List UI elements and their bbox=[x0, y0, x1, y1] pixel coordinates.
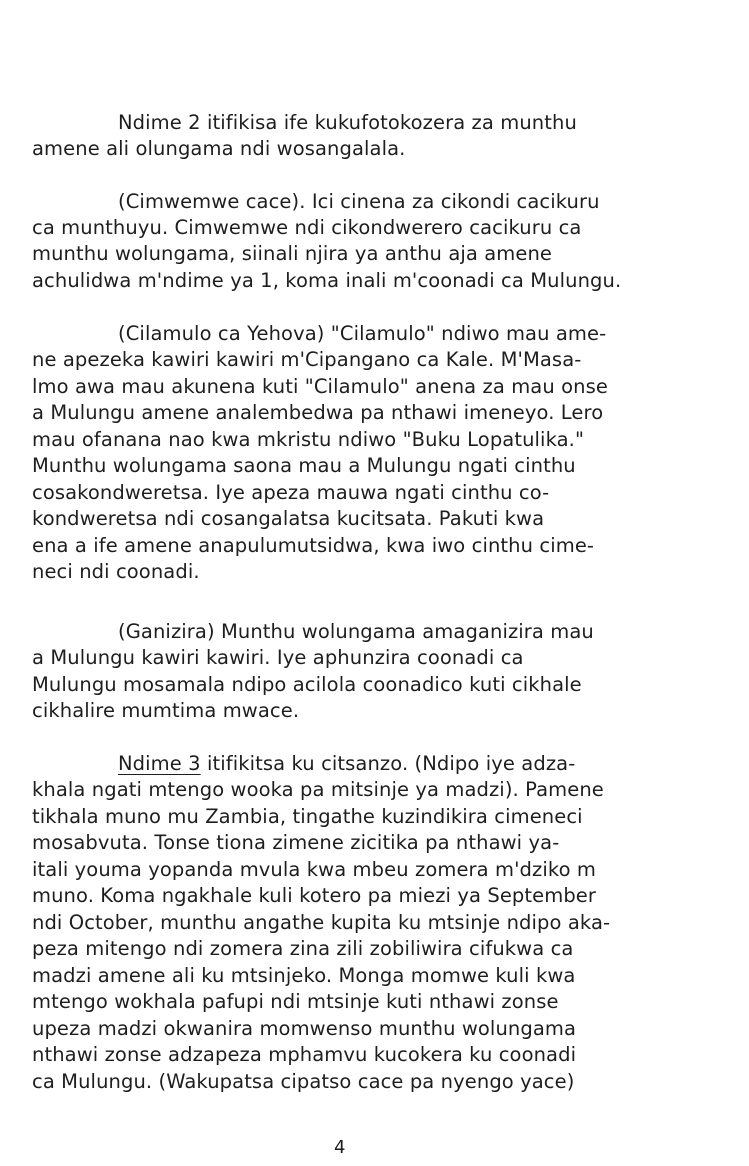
p5-line-13: ca Mulungu. (Wakupatsa cipatso cace pa nyengo yace) bbox=[32, 1070, 575, 1093]
ndime-3-label: Ndime 3 bbox=[118, 752, 201, 775]
p1-line-1: Ndime 2 itifikisa ife kukufotokozera za munthu bbox=[118, 111, 577, 134]
p5-line-10: mtengo wokhala pafupi ndi mtsinje kuti nthawi zonse bbox=[32, 990, 559, 1013]
p4-line-1: (Ganizira) Munthu wolungama amaganizira mau bbox=[118, 620, 594, 643]
p4-line-2: a Mulungu kawiri kawiri. Iye aphunzira coonadi ca bbox=[32, 646, 524, 669]
p3-line-1: (Cilamulo ca Yehova) "Cilamulo" ndiwo mau ame- bbox=[118, 322, 607, 345]
p5-line-4: mosabvuta. Tonse tiona zimene zicitika pa nthawi ya- bbox=[32, 831, 560, 854]
p3-line-8: kondweretsa ndi cosangalatsa kucitsata. Pakuti kwa bbox=[32, 507, 545, 530]
p5-line-1-rest: itifikitsa ku citsanzo. (Ndipo iye adza- bbox=[200, 752, 576, 775]
p2-line-1: (Cimwemwe cace). Ici cinena za cikondi cacikuru bbox=[118, 190, 600, 213]
p4-line-4: cikhalire mumtima mwace. bbox=[32, 699, 300, 722]
p5-line-11: upeza madzi okwanira momwenso munthu wolungama bbox=[32, 1017, 577, 1040]
p5-line-5: itali youma yopanda mvula kwa mbeu zomera m'dziko m bbox=[32, 858, 597, 881]
p3-line-2: ne apezeka kawiri kawiri m'Cipangano ca Kale. M'Masa- bbox=[32, 348, 582, 371]
p3-line-10: neci ndi coonadi. bbox=[32, 560, 200, 583]
p3-line-6: Munthu wolungama saona mau a Mulungu ngati cinthu bbox=[32, 454, 576, 477]
p2-line-3: munthu wolungama, siinali njira ya anthu aja amene bbox=[32, 242, 553, 265]
p5-line-7: ndi October, munthu angathe kupita ku mtsinje ndipo aka- bbox=[32, 911, 611, 934]
p3-line-5: mau ofanana nao kwa mkristu ndiwo "Buku Lopatulika." bbox=[32, 428, 585, 451]
p3-line-4: a Mulungu amene analembedwa pa nthawi imeneyo. Lero bbox=[32, 401, 604, 424]
p2-line-2: ca munthuyu. Cimwemwe ndi cikondwerero cacikuru ca bbox=[32, 216, 582, 239]
p3-line-9: ena a ife amene anapulumutsidwa, kwa iwo cinthu cime- bbox=[32, 534, 595, 557]
p5-line-8: peza mitengo ndi zomera zina zili zobiliwira cifukwa ca bbox=[32, 937, 574, 960]
p5-line-6: muno. Koma ngakhale kuli kotero pa miezi ya September bbox=[32, 884, 597, 907]
p5-line-1 bbox=[118, 751, 575, 777]
p1-line-2: amene ali olungama ndi wosangalala. bbox=[32, 137, 406, 160]
p3-line-3: lmo awa mau akunena kuti "Cilamulo" anena za mau onse bbox=[32, 375, 608, 398]
p5-line-3: tikhala muno mu Zambia, tingathe kuzindikira cimeneci bbox=[32, 805, 583, 828]
p3-line-7: cosakondweretsa. Iye apeza mauwa ngati cinthu co- bbox=[32, 481, 550, 504]
p5-line-9: madzi amene ali ku mtsinjeko. Monga momwe kuli kwa bbox=[32, 964, 576, 987]
p2-line-4: achulidwa m'ndime ya 1, koma inali m'coonadi ca Mulungu. bbox=[32, 269, 622, 292]
page-number: 4 bbox=[334, 1137, 346, 1158]
p4-line-3: Mulungu mosamala ndipo acilola coonadico kuti cikhale bbox=[32, 673, 582, 696]
p5-line-2: khala ngati mtengo wooka pa mitsinje ya madzi). Pamene bbox=[32, 778, 604, 801]
p5-line-12: nthawi zonse adzapeza mphamvu kucokera ku coonadi bbox=[32, 1043, 577, 1066]
